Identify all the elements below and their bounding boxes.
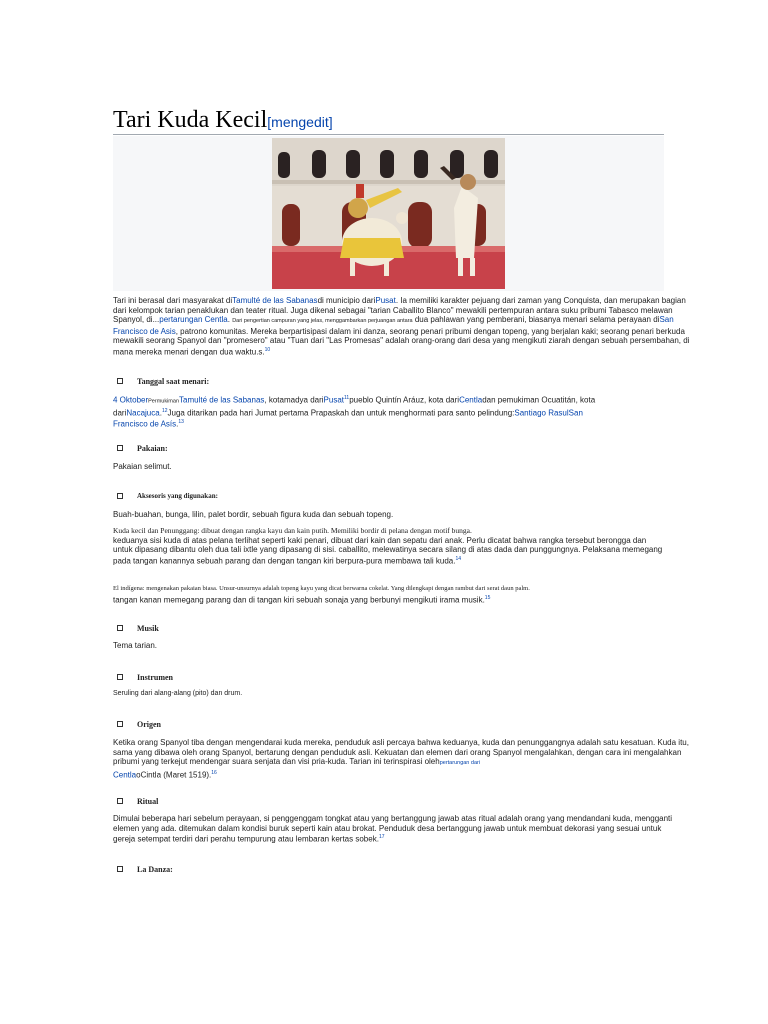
section-tanggal <box>113 374 209 388</box>
ref[interactable]: 13 <box>178 419 184 426</box>
section-heading: La Danza: <box>137 864 173 874</box>
origen-text <box>113 738 691 780</box>
bullet-icon <box>117 625 123 631</box>
section-heading: Tanggal saat menari: <box>137 376 210 386</box>
section-heading: Ritual <box>137 796 159 806</box>
text: dua pahlawan yang pemberani, biasanya menari selama perayaan di <box>412 315 660 324</box>
text: . Ia memiliki karakter pejuang dari zaman yang Conquista, dan merupakan bagian dari kelompok tarian penaklukan dan teater ritual. Juga dikenal sebagai "tarian Caballito Blanco" mewakili pertempuran antara suku pribumi Tabasco melawan Spanyol, di... <box>113 296 686 324</box>
section-heading: Musik <box>137 623 159 633</box>
bullet-icon <box>117 493 123 499</box>
figure <box>113 136 664 291</box>
bullet-icon <box>117 445 123 451</box>
text: pueblo Quintín Aráuz, kota dari <box>349 395 460 405</box>
musik-text: Tema tarian. <box>113 641 158 650</box>
text: Dimulai beberapa hari sebelum perayaan, si penggenggam tongkat atau yang bertanggung jawab atas ritual adalah orang yang mendandani kuda, mengganti elemen yang ada. ditemukan dalam kondisi buruk seperti kain atau brokat. Penduduk desa bertanggung jawab untuk membuat dekorasi yang sesuai untuk gereja setempat terdiri dari perahu tempurung atau lembaran kertas sobek. <box>113 814 673 844</box>
section-aksesoris <box>113 489 218 503</box>
text: Cintla (Maret 1519). <box>140 770 212 780</box>
section-la-danza <box>113 862 173 876</box>
section-instrumen <box>113 670 173 684</box>
text: , kotamadya dari <box>264 395 324 405</box>
bullet-icon <box>117 866 123 872</box>
instrumen-text: Seruling dari alang-alang (pito) dan drum. <box>113 690 243 697</box>
link-santiago-rasul[interactable]: Santiago Rasul <box>514 408 569 418</box>
bullet-icon <box>117 378 123 384</box>
serif-text: El indígena: mengenakan pakaian biasa. Unsur-unsurnya adalah topeng kayu yang dicat berwarna cokelat. Yang dilengkapi dengan rambut dari serat daun palm. <box>113 585 530 592</box>
title-row <box>113 106 664 135</box>
ref[interactable]: 17 <box>378 834 385 840</box>
section-pakaian <box>113 441 168 455</box>
link-san-francisco[interactable]: San Francisco de Asís <box>113 408 583 429</box>
bullet-icon <box>117 798 123 804</box>
text: . <box>159 408 162 418</box>
text: dan pemukiman Ocuatitán, kota dari <box>113 395 596 418</box>
link-pertarungan[interactable]: pertarungan dari <box>439 760 481 766</box>
edit-link-wrap <box>267 114 332 130</box>
ref[interactable]: 14 <box>455 555 462 562</box>
link-tamulte[interactable]: Tamulté de las Sabanas <box>232 296 318 305</box>
ref[interactable]: 15 <box>484 594 491 601</box>
small-text: Dari pengertian campuran yang jelas, menggambarkan perjuangan antara <box>232 318 413 324</box>
link-centla[interactable]: Centla <box>113 770 137 780</box>
text: Ketika orang Spanyol tiba dengan mengendarai kuda mereka, penduduk asli percaya bahwa keduanya, kuda dan penunggangnya adalah satu kesatuan. Kuda itu, sama yang dibawa oleh orang Spanyol, bertarung dengan penduduk asli. Kekuatan dan elemen dari orang Spanyol mengalahkan, dengan cara ini mengalahkan pribumi yang terkejut mendengar suara senjata dan visi pria-kuda. Tarian ini terinspirasi oleh <box>113 738 689 766</box>
pakaian-text: Pakaian selimut. <box>113 462 172 471</box>
link-tamulte[interactable]: Tamulté de las Sabanas <box>179 395 265 405</box>
ref[interactable]: 10 <box>264 346 271 353</box>
section-heading: Origen <box>137 719 161 729</box>
edit-link[interactable]: [mengedit] <box>267 114 333 130</box>
text: Juga ditarikan pada hari Jumat pertama Prapaskah dan untuk menghormati para santo pelindung: <box>167 408 515 418</box>
text: di municipio dari <box>317 296 376 305</box>
link-pusat[interactable]: Pusat <box>323 395 345 405</box>
bullet-icon <box>117 721 123 727</box>
section-ritual <box>113 794 158 808</box>
text: . <box>227 315 233 324</box>
section-heading: Pakaian: <box>137 443 168 453</box>
text: Tari ini berasal dari masyarakat di <box>113 296 233 305</box>
text: tangan kanan memegang parang dan di tangan kiri sebuah sonaja yang berbunyi mengikuti irama musik. <box>113 595 485 605</box>
section-heading: Aksesoris yang digunakan: <box>137 492 218 500</box>
section-heading: Instrumen <box>137 672 174 682</box>
small-text: Permukiman <box>148 398 180 405</box>
text: o <box>136 770 141 780</box>
ritual-text <box>113 814 678 844</box>
aksesoris-p3 <box>113 583 673 605</box>
link-san-francisco[interactable]: San Francisco de Asis <box>113 315 674 336</box>
section-musik <box>113 621 159 635</box>
link-pertarungan-centla[interactable]: pertarungan Centla <box>159 315 228 324</box>
intro-paragraph <box>113 296 693 357</box>
ref[interactable]: 16 <box>211 769 217 776</box>
text: keduanya sisi kuda di atas pelana terlihat seperti kaki penari, dibuat dari kain dan sepatu dari anak. Perlu dicatat bahwa rangka tersebut berongga dan untuk dipasang dibantu oleh dua tali ixtle yang dipasang di sisi. caballito, melewatinya secara silang di atas dada dan punggungnya. Pelaksana memegang pada tangan kanannya sebuah parang dan dengan tangan kiri berpura-pura membawa tali kuda. <box>113 535 663 566</box>
page-title: Tari Kuda Kecil <box>113 107 268 133</box>
text: . <box>176 419 179 429</box>
link-nacajuca[interactable]: Nacajuca <box>126 408 160 418</box>
serif-text: Kuda kecil dan Penunggang: dibuat dengan rangka kayu dan kain putih. Memiliki bordir di pelana dengan motif bunga. <box>113 526 472 535</box>
section-origen <box>113 717 161 731</box>
aksesoris-p1: Buah-buahan, bunga, lilin, palet bordir, sebuah figura kuda dan sebuah topeng. <box>113 510 394 519</box>
text: , patrono komunitas. Mereka berpartisipasi dalam ini danza, seorang penari pribumi dengan topeng, yang berjalan kaki; seorang penari berkuda mewakili seorang Spanyol dan "promesero" atau "Tuan dari "Las Promesas" adalah orang-orang dari desa yang mengikuti ziarah dengan sebuah persembahan, di mana mereka menari dengan dua waktu.s. <box>113 326 690 357</box>
link-centla[interactable]: Centla <box>459 395 483 405</box>
bullet-icon <box>117 674 123 680</box>
link-pusat[interactable]: Pusat <box>375 296 396 305</box>
aksesoris-p2 <box>113 526 668 566</box>
ref[interactable]: 12 <box>161 408 168 415</box>
link-4-oktober[interactable]: 4 Oktober <box>113 395 149 405</box>
dance-photo <box>272 138 505 289</box>
tanggal-paragraph <box>113 394 613 429</box>
ref[interactable]: 11 <box>344 395 350 401</box>
